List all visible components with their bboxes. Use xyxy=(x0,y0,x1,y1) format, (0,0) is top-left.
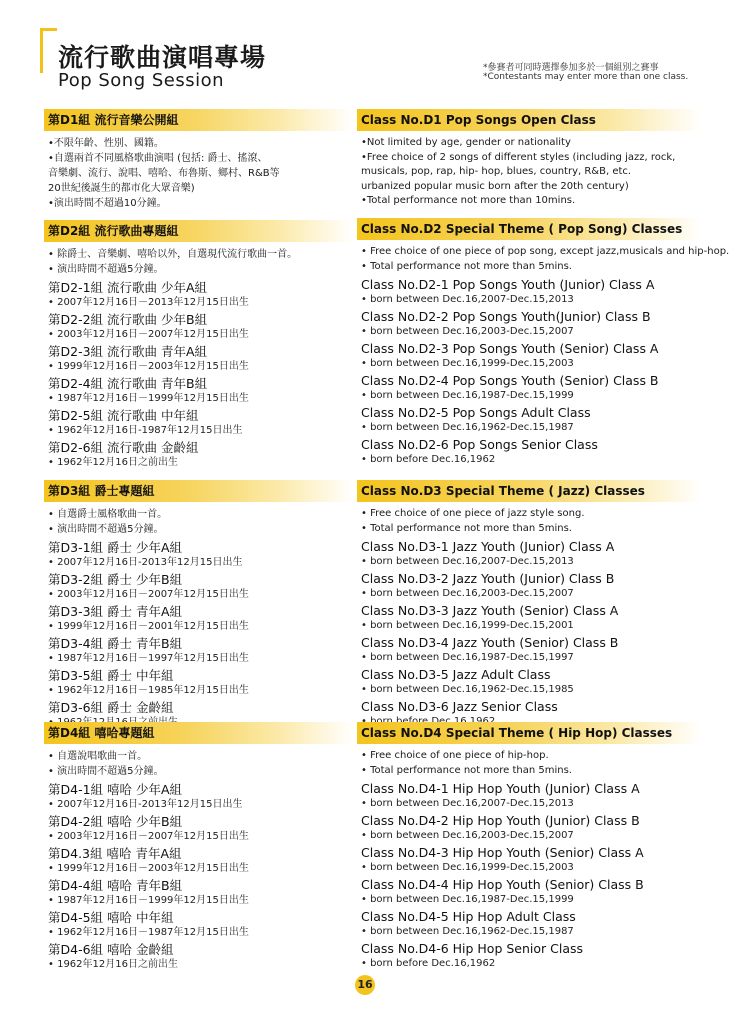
subclass-title: Class No.D4-4 Hip Hop Youth (Senior) Class B xyxy=(361,877,644,892)
subclass-item xyxy=(361,373,702,402)
subclass-title: Class No.D3-6 Jazz Senior Class xyxy=(361,699,558,714)
bullet-text: 20世紀後誕生的都市化大眾音樂) xyxy=(48,183,195,194)
subclass-title: Class No.D2-5 Pop Songs Adult Class xyxy=(361,405,591,420)
subclass-date: • born between Dec.16,1999-Dec.15,2003 xyxy=(361,862,574,873)
subclass-item xyxy=(361,603,702,632)
subclass-date: • born between Dec.16,1962-Dec.15,1987 xyxy=(361,926,574,937)
bullet-text: urbanized popular music born after the 20th century) xyxy=(361,180,629,192)
subclass-date: • 2007年12月16日－2013年12月15日出生 xyxy=(48,297,249,308)
bullet-text: •自選兩首不同風格歌曲演唱 (包括: 爵士、搖滾、 xyxy=(48,153,268,164)
subclass-title: 第D2-5組 流行歌曲 中年組 xyxy=(48,408,199,423)
section-heading: Class No.D1 Pop Songs Open Class xyxy=(357,109,702,131)
subclass-date: • 1962年12月16日－1987年12月15日出生 xyxy=(48,927,249,938)
subclass-date: • born between Dec.16,2007-Dec.15,2013 xyxy=(361,294,574,305)
note-zh: *參賽者可同時選擇參加多於一個組別之賽事 xyxy=(483,63,659,73)
subclass-item xyxy=(48,878,354,907)
subclass-title: 第D3-1組 爵士 少年A組 xyxy=(48,540,183,555)
subclass-item xyxy=(48,814,354,843)
bullet-text: •Not limited by age, gender or nationality xyxy=(361,137,571,148)
subclass-item xyxy=(361,941,702,970)
page-title-zh: 流行歌曲演唱專場 xyxy=(58,43,267,72)
page-number: 16 xyxy=(355,975,375,995)
page-title-en: Pop Song Session xyxy=(58,70,225,91)
subclass-item xyxy=(48,344,354,373)
subclass-date: • born before Dec.16,1962 xyxy=(361,454,496,465)
subclass-item xyxy=(48,440,354,469)
subclass-title: 第D4-5組 嘻哈 中年組 xyxy=(48,910,174,925)
subclass-date: • born between Dec.16,1962-Dec.15,1985 xyxy=(361,684,574,695)
subclass-date: • born between Dec.16,1999-Dec.15,2003 xyxy=(361,358,574,369)
title-bracket-decoration xyxy=(40,28,57,73)
subclass-date: • 2007年12月16日-2013年12月15日出生 xyxy=(48,799,243,810)
note-en: *Contestants may enter more than one class. xyxy=(483,72,689,82)
subclass-item xyxy=(48,408,354,437)
subclass-date: • born between Dec.16,2003-Dec.15,2007 xyxy=(361,588,574,599)
bullet-text: • 演出時間不超過5分鐘。 xyxy=(48,264,164,275)
section-heading: 第D3組 爵士專題組 xyxy=(44,480,354,502)
subclass-title: Class No.D2-4 Pop Songs Youth (Senior) Class B xyxy=(361,373,659,388)
section-d3-zh xyxy=(44,480,354,729)
section-d1-en xyxy=(357,109,702,209)
subclass-item xyxy=(361,667,702,696)
subclass-date: • 1987年12月16日－1999年12月15日出生 xyxy=(48,393,249,404)
subclass-title: 第D2-2組 流行歌曲 少年B組 xyxy=(48,312,208,327)
subclass-title: Class No.D2-6 Pop Songs Senior Class xyxy=(361,437,598,452)
subclass-date: • 1962年12月16日之前出生 xyxy=(48,457,178,468)
subclass-item xyxy=(48,604,354,633)
bullet-text: • Total performance not more than 5mins. xyxy=(361,764,572,776)
subclass-date: • 2007年12月16日-2013年12月15日出生 xyxy=(48,557,243,568)
subclass-title: 第D4-1組 嘻哈 少年A組 xyxy=(48,782,183,797)
section-heading: Class No.D3 Special Theme ( Jazz) Classes xyxy=(357,480,702,502)
subclass-title: Class No.D2-1 Pop Songs Youth (Junior) Class A xyxy=(361,277,655,292)
subclass-title: 第D3-2組 爵士 少年B組 xyxy=(48,572,183,587)
bullet-text: • Free choice of one piece of pop song, except jazz,musicals and hip-hop. xyxy=(361,246,730,257)
subclass-item xyxy=(361,909,702,938)
subclass-date: • 1962年12月16日-1987年12月15日出生 xyxy=(48,425,243,436)
subclass-title: Class No.D4-5 Hip Hop Adult Class xyxy=(361,909,576,924)
subclass-date: • born between Dec.16,1987-Dec.15,1999 xyxy=(361,390,574,401)
subclass-item xyxy=(361,437,702,466)
subclass-date: • born between Dec.16,2003-Dec.15,2007 xyxy=(361,326,574,337)
subclass-date: • 1999年12月16日－2003年12月15日出生 xyxy=(48,361,249,372)
bullet-text: •Free choice of 2 songs of different styles (including jazz, rock, xyxy=(361,151,676,163)
subclass-date: • 1999年12月16日－2003年12月15日出生 xyxy=(48,863,249,874)
subclass-item xyxy=(48,782,354,811)
bullet-text: • 自選爵士風格歌曲一首。 xyxy=(48,509,168,520)
bullet-text: • Total performance not more than 5mins. xyxy=(361,260,572,272)
subclass-title: Class No.D4-2 Hip Hop Youth (Junior) Class B xyxy=(361,813,640,828)
bullet-text: 音樂劇、流行、說唱、嘻哈、布魯斯、鄉村、R&B等 xyxy=(48,168,280,179)
subclass-item xyxy=(48,280,354,309)
subclass-date: • born between Dec.16,1962-Dec.15,1987 xyxy=(361,422,574,433)
subclass-item xyxy=(361,405,702,434)
bullet-text: • Total performance not more than 5mins. xyxy=(361,522,572,534)
subclass-date: • 1962年12月16日之前出生 xyxy=(48,959,178,970)
subclass-date: • 2003年12月16日－2007年12月15日出生 xyxy=(48,589,249,600)
section-d4-zh xyxy=(44,722,354,971)
subclass-item xyxy=(361,277,702,306)
section-heading: 第D2組 流行歌曲專題組 xyxy=(44,220,354,242)
bullet-text: •Total performance not more than 10mins. xyxy=(361,195,576,206)
bullet-text: • 演出時間不超過5分鐘。 xyxy=(48,524,164,535)
subclass-item xyxy=(361,309,702,338)
subclass-title: 第D3-6組 爵士 金齡組 xyxy=(48,700,174,715)
subclass-item xyxy=(361,781,702,810)
subclass-item xyxy=(48,846,354,875)
section-heading: Class No.D4 Special Theme ( Hip Hop) Classes xyxy=(357,722,702,744)
subclass-title: Class No.D3-1 Jazz Youth (Junior) Class A xyxy=(361,539,615,554)
subclass-title: 第D4-4組 嘻哈 青年B組 xyxy=(48,878,183,893)
subclass-item xyxy=(48,540,354,569)
section-d4-en xyxy=(357,722,702,970)
subclass-date: • 2003年12月16日－2007年12月15日出生 xyxy=(48,831,249,842)
subclass-item xyxy=(361,341,702,370)
subclass-title: Class No.D3-2 Jazz Youth (Junior) Class B xyxy=(361,571,615,586)
bullet-text: • Free choice of one piece of hip-hop. xyxy=(361,750,549,761)
subclass-title: 第D3-4組 爵士 青年B組 xyxy=(48,636,183,651)
subclass-item xyxy=(48,668,354,697)
subclass-title: 第D4-2組 嘻哈 少年B組 xyxy=(48,814,183,829)
subclass-item xyxy=(48,910,354,939)
subclass-title: Class No.D3-5 Jazz Adult Class xyxy=(361,667,551,682)
subclass-date: • 2003年12月16日－2007年12月15日出生 xyxy=(48,329,249,340)
subclass-item xyxy=(48,572,354,601)
bullet-text: • 自選說唱歌曲一首。 xyxy=(48,751,148,762)
subclass-title: 第D3-3組 爵士 青年A組 xyxy=(48,604,183,619)
subclass-date: • born between Dec.16,2007-Dec.15,2013 xyxy=(361,798,574,809)
subclass-title: Class No.D4-1 Hip Hop Youth (Junior) Class A xyxy=(361,781,640,796)
subclass-date: • 1987年12月16日－1999年12月15日出生 xyxy=(48,895,249,906)
section-d2-en xyxy=(357,218,730,466)
subclass-item xyxy=(361,813,702,842)
subclass-item xyxy=(48,942,354,971)
subclass-date: • born between Dec.16,2007-Dec.15,2013 xyxy=(361,556,574,567)
subclass-item xyxy=(48,312,354,341)
subclass-title: 第D3-5組 爵士 中年組 xyxy=(48,668,174,683)
subclass-date: • born between Dec.16,1987-Dec.15,1999 xyxy=(361,894,574,905)
subclass-date: • born between Dec.16,2003-Dec.15,2007 xyxy=(361,830,574,841)
subclass-date: • 1999年12月16日－2001年12月15日出生 xyxy=(48,621,249,632)
section-heading: Class No.D2 Special Theme ( Pop Song) Classes xyxy=(357,218,702,240)
subclass-title: 第D4.3組 嘻哈 青年A組 xyxy=(48,846,182,861)
bullet-text: musicals, pop, rap, hip- hop, blues, country, R&B, etc. xyxy=(361,166,632,177)
bullet-text: • Free choice of one piece of jazz style song. xyxy=(361,508,585,519)
subclass-item xyxy=(361,845,702,874)
section-d1-zh xyxy=(44,109,354,211)
subclass-item xyxy=(361,571,702,600)
section-d2-zh xyxy=(44,220,354,469)
subclass-date: • born before Dec.16,1962 xyxy=(361,958,496,969)
subclass-title: 第D2-4組 流行歌曲 青年B組 xyxy=(48,376,208,391)
subclass-title: Class No.D4-3 Hip Hop Youth (Senior) Class A xyxy=(361,845,644,860)
subclass-title: 第D2-3組 流行歌曲 青年A組 xyxy=(48,344,208,359)
subclass-title: Class No.D2-2 Pop Songs Youth(Junior) Class B xyxy=(361,309,651,324)
subclass-date: • born between Dec.16,1987-Dec.15,1997 xyxy=(361,652,574,663)
subclass-title: 第D4-6組 嘻哈 金齡組 xyxy=(48,942,174,957)
subclass-item xyxy=(361,877,702,906)
subclass-title: 第D2-6組 流行歌曲 金齡組 xyxy=(48,440,199,455)
subclass-title: Class No.D4-6 Hip Hop Senior Class xyxy=(361,941,584,956)
subclass-item xyxy=(48,636,354,665)
section-heading: 第D4組 嘻哈專題組 xyxy=(44,722,354,744)
bullet-text: • 除爵士、音樂劇、嘻哈以外，自選現代流行歌曲一首。 xyxy=(48,249,298,260)
subclass-date: • 1962年12月16日－1985年12月15日出生 xyxy=(48,685,249,696)
bullet-text: •演出時間不超過10分鐘。 xyxy=(48,198,167,209)
subclass-item xyxy=(48,376,354,405)
bullet-text: • 演出時間不超過5分鐘。 xyxy=(48,766,164,777)
subclass-title: Class No.D3-4 Jazz Youth (Senior) Class B xyxy=(361,635,619,650)
subclass-title: Class No.D3-3 Jazz Youth (Senior) Class A xyxy=(361,603,619,618)
subclass-item xyxy=(361,539,702,568)
section-heading: 第D1組 流行音樂公開組 xyxy=(44,109,354,131)
section-d3-en xyxy=(357,480,702,728)
bullet-text: •不限年齡、性別、國籍。 xyxy=(48,138,164,149)
subclass-date: • 1987年12月16日－1997年12月15日出生 xyxy=(48,653,249,664)
subclass-item xyxy=(361,635,702,664)
subclass-date: • born between Dec.16,1999-Dec.15,2001 xyxy=(361,620,574,631)
subclass-title: Class No.D2-3 Pop Songs Youth (Senior) Class A xyxy=(361,341,659,356)
subclass-title: 第D2-1組 流行歌曲 少年A組 xyxy=(48,280,208,295)
